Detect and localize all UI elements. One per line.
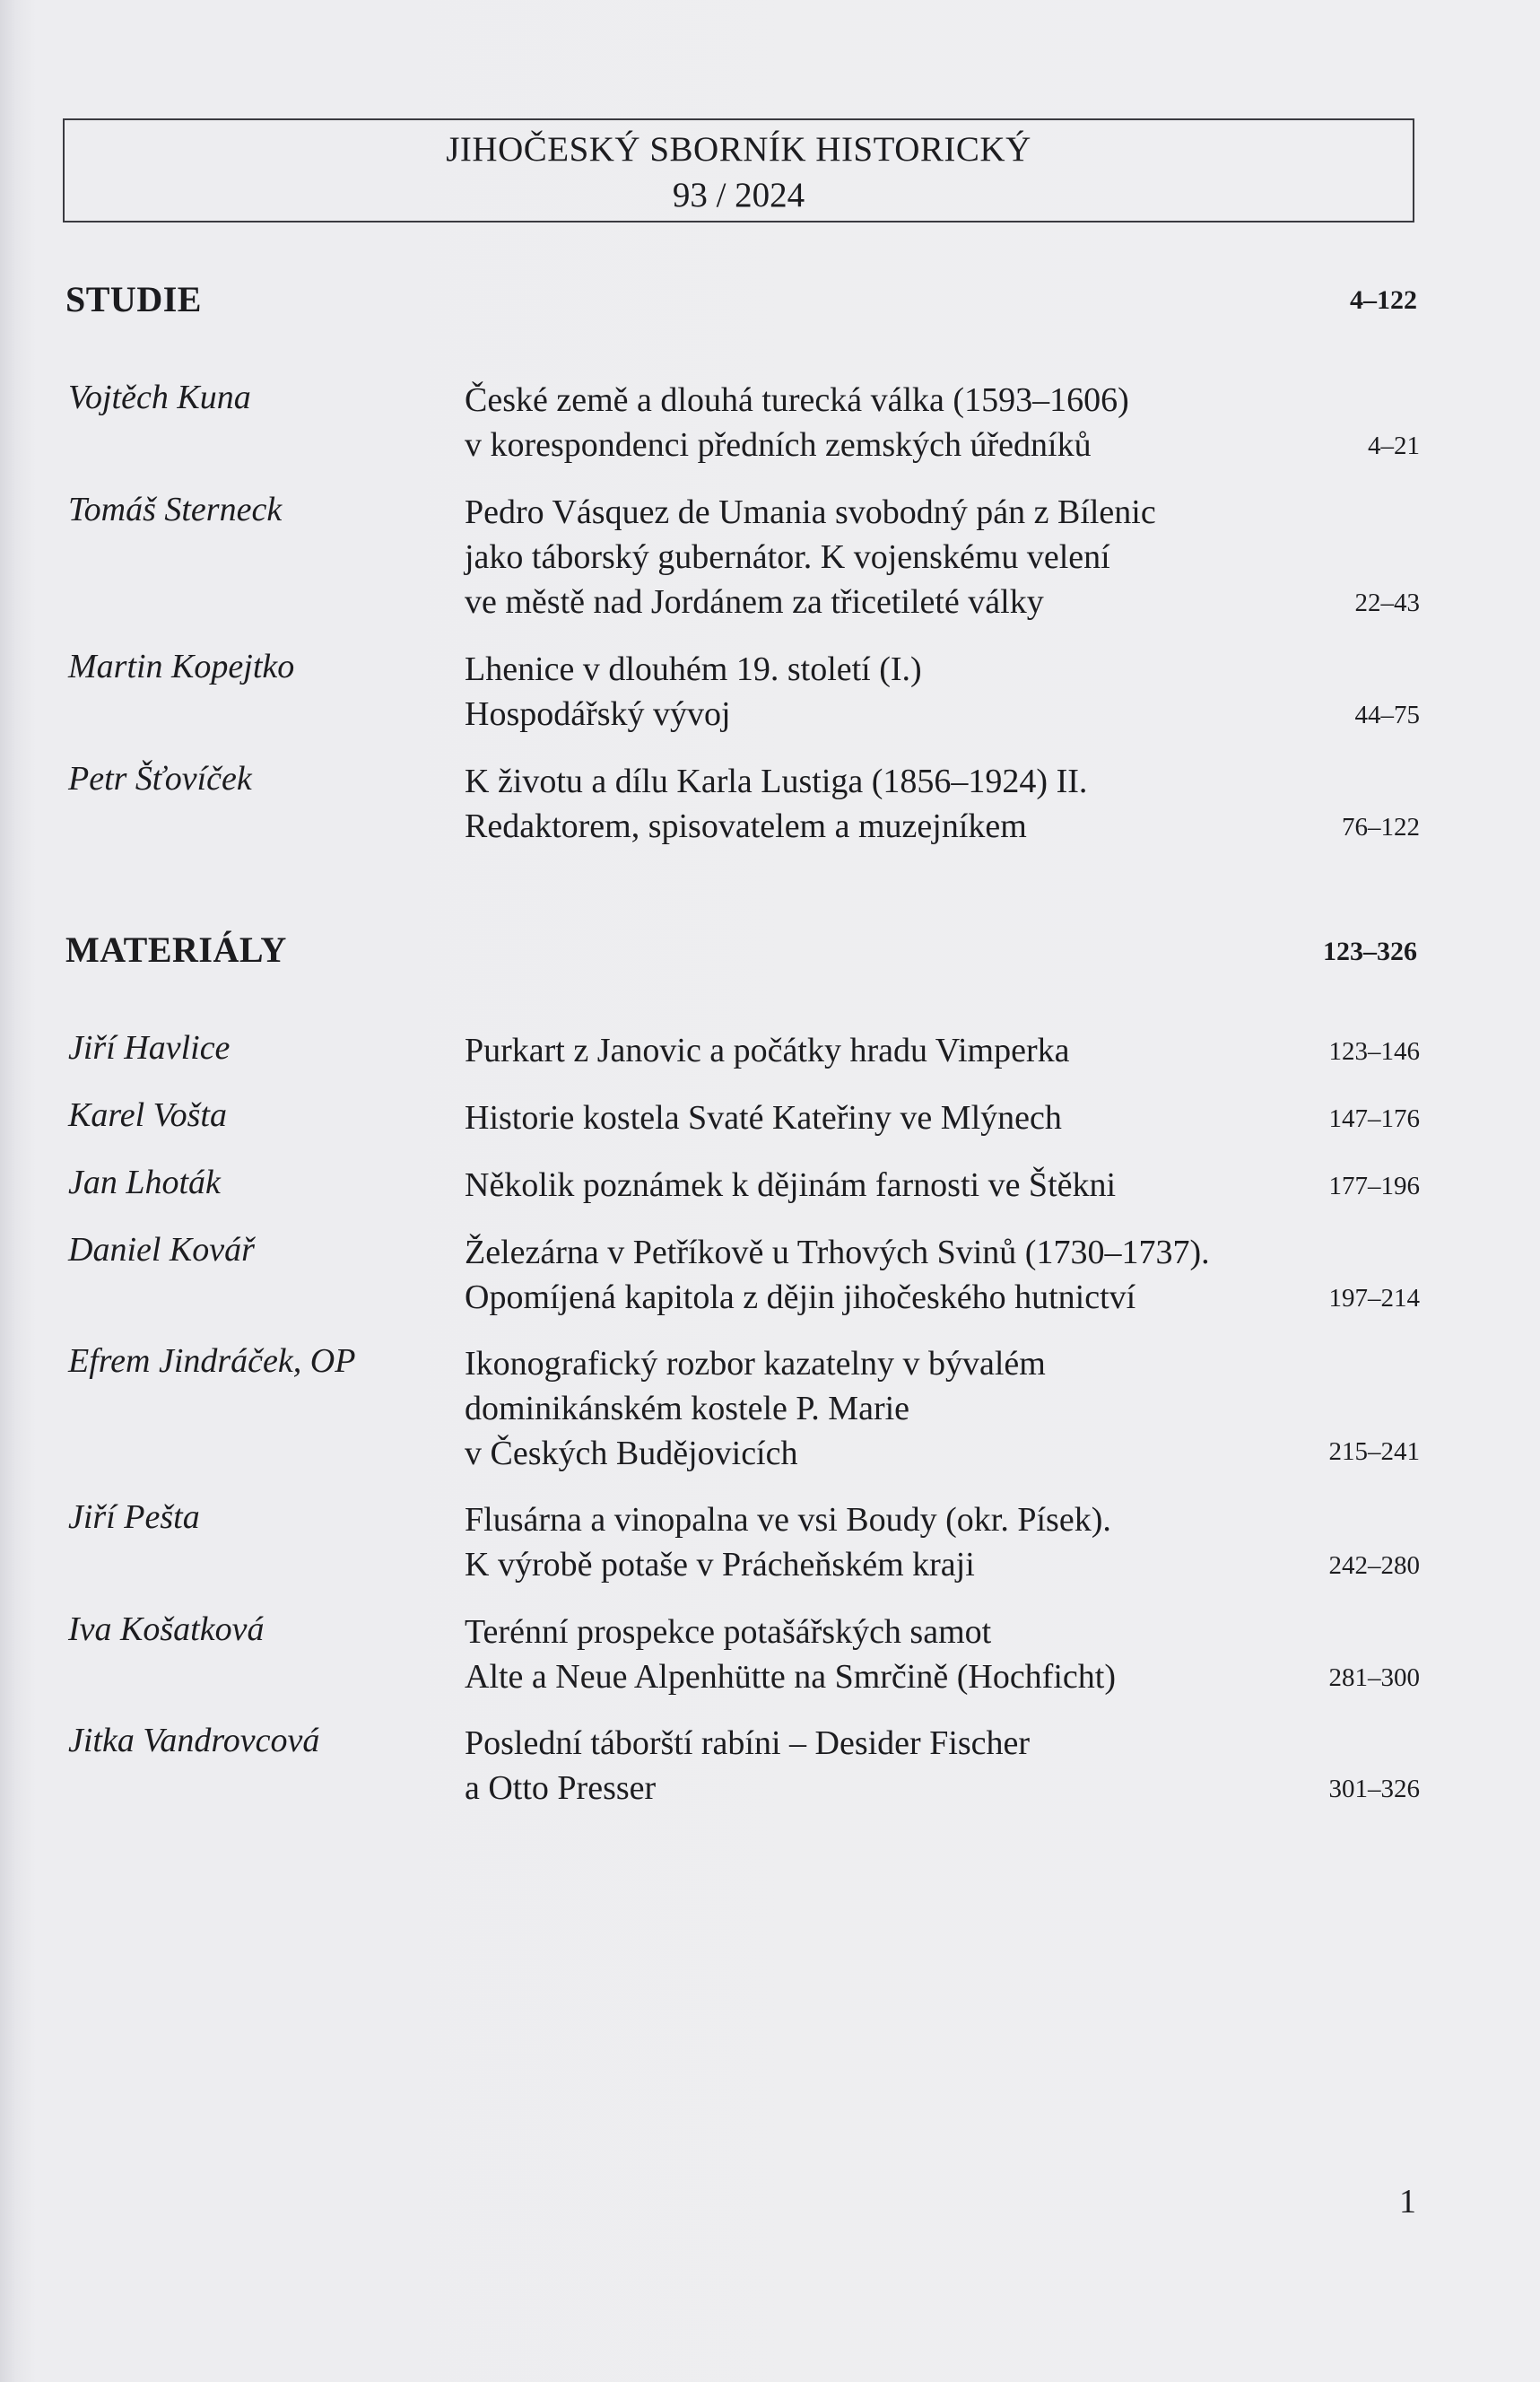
- entry-title: [465, 1230, 1290, 1320]
- entry-title: [465, 1497, 1290, 1587]
- entry-pages: 242–280: [1328, 1551, 1420, 1580]
- entry-author: Jitka Vandrovcová: [68, 1722, 320, 1759]
- entry-pages: 197–214: [1328, 1284, 1420, 1313]
- entry-title-line: Opomíjená kapitola z dějin jihočeského hutnictví: [465, 1278, 1136, 1316]
- entry-title: [465, 1721, 1290, 1810]
- entry-title-line: Několik poznámek k dějinám farnosti ve Štěkni: [465, 1166, 1117, 1204]
- entry-title-line: Historie kostela Svaté Kateřiny ve Mlýnech: [465, 1099, 1062, 1137]
- entry-title-line: v korespondenci předních zemských úředníků: [465, 426, 1092, 464]
- entry-title: [465, 1610, 1290, 1699]
- section-range-materialy: 123–326: [1323, 937, 1417, 966]
- entry-author: Jan Lhoták: [68, 1164, 221, 1201]
- entry-title-line: Železárna v Petříkově u Trhových Svinů (1730–1737).: [465, 1234, 1210, 1271]
- entry-author: Martin Kopejtko: [68, 648, 295, 685]
- entry-title-line: Ikonografický rozbor kazatelny v bývalém: [465, 1345, 1046, 1383]
- entry-author: Efrem Jindráček, OP: [68, 1342, 356, 1380]
- entry-title-line: Lhenice v dlouhém 19. století (I.): [465, 650, 922, 688]
- section-heading-materialy: MATERIÁLY: [65, 929, 287, 970]
- entry-title-line: Hospodářský vývoj: [465, 695, 731, 733]
- page-number: 1: [1399, 2183, 1416, 2221]
- entry-pages: 301–326: [1328, 1775, 1420, 1803]
- entry-title: [465, 759, 1290, 849]
- entry-title-line: Poslední táborští rabíni – Desider Fischer: [465, 1724, 1031, 1762]
- entry-pages: 177–196: [1328, 1172, 1420, 1200]
- entry-author: Jiří Havlice: [68, 1029, 231, 1067]
- entry-title-line: Alte a Neue Alpenhütte na Smrčině (Hochficht): [465, 1658, 1116, 1696]
- entry-author: Iva Košatková: [68, 1610, 265, 1648]
- entry-author: Petr Šťovíček: [68, 760, 252, 798]
- entry-pages: 147–176: [1328, 1104, 1420, 1133]
- entry-title-line: ve městě nad Jordánem za třicetileté války: [465, 583, 1044, 621]
- entry-author: Vojtěch Kuna: [68, 379, 251, 416]
- entry-author: Daniel Kovář: [68, 1231, 255, 1269]
- entry-title-line: v Českých Budějovicích: [465, 1435, 798, 1472]
- entry-pages: 123–146: [1328, 1037, 1420, 1066]
- journal-issue: 93 / 2024: [672, 176, 805, 214]
- entry-title-line: Pedro Vásquez de Umania svobodný pán z Bílenic: [465, 493, 1156, 531]
- entry-title: [465, 378, 1290, 467]
- entry-pages: 44–75: [1354, 701, 1420, 729]
- entry-title-line: Terénní prospekce potašářských samot: [465, 1613, 992, 1651]
- journal-header-box: [63, 118, 1414, 222]
- entry-pages: 76–122: [1342, 813, 1420, 842]
- entry-pages: 215–241: [1328, 1437, 1420, 1466]
- entry-title: [465, 1095, 1290, 1140]
- entry-title: [465, 1341, 1290, 1476]
- entry-title: [465, 647, 1290, 737]
- entry-title-line: České země a dlouhá turecká válka (1593–1606): [465, 381, 1129, 419]
- entry-author: Jiří Pešta: [68, 1498, 200, 1536]
- entry-author: Karel Vošta: [68, 1096, 227, 1134]
- entry-title-line: Flusárna a vinopalna ve vsi Boudy (okr. Písek).: [465, 1501, 1111, 1539]
- entry-title: [465, 1163, 1290, 1208]
- entry-title-line: Purkart z Janovic a počátky hradu Vimperka: [465, 1032, 1070, 1069]
- entry-title-line: a Otto Presser: [465, 1769, 657, 1807]
- entry-title-line: jako táborský gubernátor. K vojenskému velení: [465, 538, 1110, 576]
- entry-title: [465, 1028, 1290, 1073]
- entry-pages: 22–43: [1354, 589, 1420, 617]
- entry-pages: 4–21: [1368, 432, 1420, 460]
- section-heading-studie: STUDIE: [65, 279, 202, 319]
- entry-title-line: dominikánském kostele P. Marie: [465, 1390, 910, 1427]
- section-range-studie: 4–122: [1350, 285, 1417, 315]
- entry-title: [465, 490, 1290, 624]
- entry-title-line: K životu a dílu Karla Lustiga (1856–1924) II.: [465, 763, 1088, 800]
- entry-author: Tomáš Sterneck: [68, 491, 283, 528]
- entry-title-line: Redaktorem, spisovatelem a muzejníkem: [465, 807, 1027, 845]
- entry-pages: 281–300: [1328, 1663, 1420, 1692]
- journal-title: JIHOČESKÝ SBORNÍK HISTORICKÝ: [446, 130, 1031, 169]
- entry-title-line: K výrobě potaše v Prácheňském kraji: [465, 1546, 975, 1584]
